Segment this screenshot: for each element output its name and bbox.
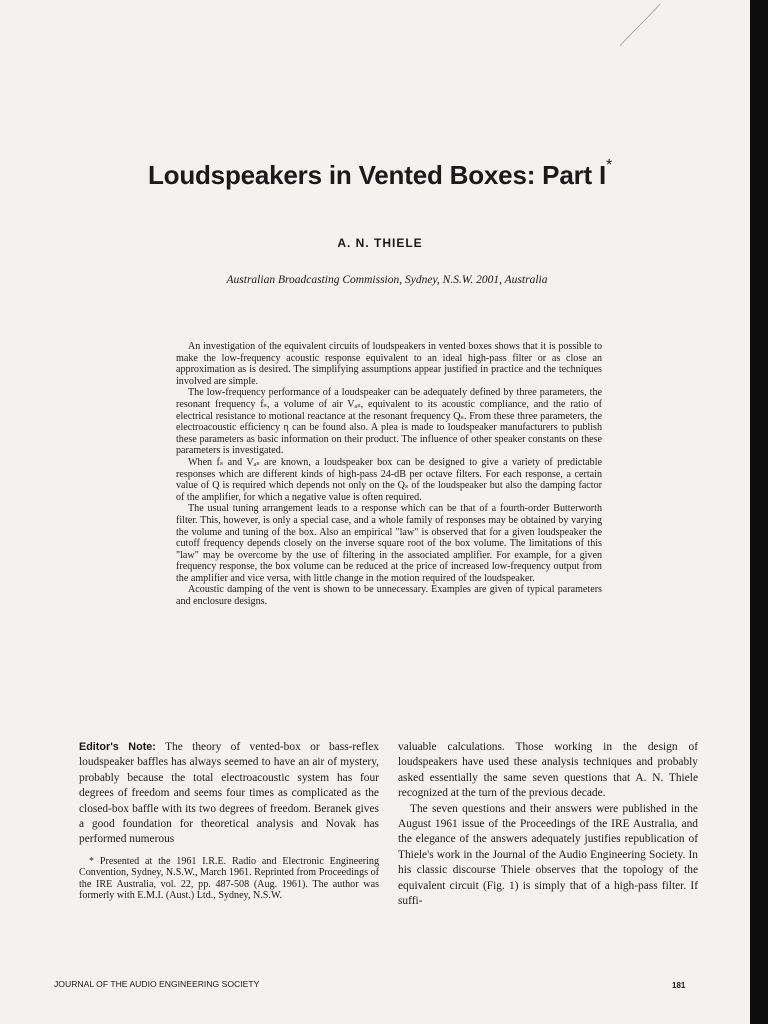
footnote — [79, 856, 379, 902]
right-column-paragraph: valuable calculations. Those working in the design of loudspeakers have used these analysis techniques and probably asked essentially the same seven questions that A. N. Thiele recognized at the turn of the previous decade. — [398, 741, 698, 800]
scan-edge-bar — [750, 0, 768, 1024]
pencil-mark — [610, 0, 670, 60]
footnote-text: * Presented at the 1961 I.R.E. Radio and Electronic Engineering Convention, Sydney, N.S.W., March 1961. Reprinted from Proceedings of the IRE Australia, vol. 22, pp. 487-508 (Aug. 1961). The author was formerly with E.M.I. (Aust.) Ltd., Sydney, N.S.W. — [79, 856, 379, 902]
page-number: 181 — [672, 981, 686, 990]
affiliation: Australian Broadcasting Commission, Sydney, N.S.W. 2001, Australia — [226, 274, 548, 286]
editors-note-text: The theory of vented-box or bass-reflex loudspeaker baffles has always seemed to have an air of mystery, probably because the total electroacoustic system has four degrees of freedom and seems four times as complicated as the closed-box baffle with its two degrees of freedom. Beranek gives a good foundation for theoretical analysis and Novak has performed numerous — [79, 741, 379, 846]
author: A. N. THIELE — [337, 236, 423, 250]
abstract — [176, 341, 602, 608]
abstract-paragraph: When fₛ and Vₐₛ are known, a loudspeaker box can be designed to give a variety of predictable responses which are different kinds of high-pass 24-dB per octave filters. For each response, a certain value of Q is required which depends not only on the Qₛ of the loudspeaker but also the damping factor of the amplifier, for which a negative value is often required. — [176, 456, 602, 503]
abstract-paragraph: The usual tuning arrangement leads to a response which can be that of a fourth-order Butterworth filter. This, however, is only a special case, and a whole family of responses may be obtained by varying the volume and tuning of the box. Also an empirical "law" is observed that for a given loudspeaker the cutoff frequency depends closely on the inverse square root of the box volume. The limitations of this "law" may be overcome by the use of filtering in the associated amplifier. For example, for a given frequency response, the box volume can be reduced at the price of increased low-frequency output from the amplifier and vice versa, with little change in the motion required of the loudspeaker. — [176, 503, 602, 584]
paper-title — [0, 157, 760, 191]
abstract-paragraph: Acoustic damping of the vent is shown to be unnecessary. Examples are given of typical parameters and enclosure designs. — [176, 584, 602, 608]
editors-note-label: Editor's Note: — [79, 741, 156, 753]
abstract-paragraph: The low-frequency performance of a loudspeaker can be adequately defined by three parameters, the resonant frequency fₛ, a volume of air Vₐₛ, equivalent to its acoustic compliance, and the ratio of electrical resistance to motional reactance at the resonant frequency Qₛ. From these three parameters, the electroacoustic efficiency η can be found also. A plea is made to loudspeaker manufacturers to publish these parameters as basic information on their product. The influence of other speaker constants on these parameters is investigated. — [176, 387, 602, 457]
title-footnote-mark: * — [606, 157, 613, 175]
right-column-paragraph: The seven questions and their answers were published in the August 1961 issue of the Proceedings of the IRE Australia, and the elegance of the answers adequately justifies republication of Thiele's work in the Journal of the Audio Engineering Society. In his classic discourse Thiele observes that the topology of the equivalent circuit (Fig. 1) is simply that of a high-pass filter. If suffi- — [398, 802, 698, 908]
abstract-paragraph: An investigation of the equivalent circuits of loudspeakers in vented boxes shows that it is possible to make the low-frequency acoustic response equivalent to an ideal high-pass filter or as close an approximation as is desired. The simplifying assumptions appear justified in practice and the techniques involved are simple. — [176, 341, 602, 387]
editors-note — [79, 740, 379, 848]
title-text: Loudspeakers in Vented Boxes: Part I — [147, 160, 607, 190]
left-column — [79, 740, 379, 848]
right-column — [398, 740, 698, 909]
journal-footer: JOURNAL OF THE AUDIO ENGINEERING SOCIETY — [54, 979, 260, 989]
